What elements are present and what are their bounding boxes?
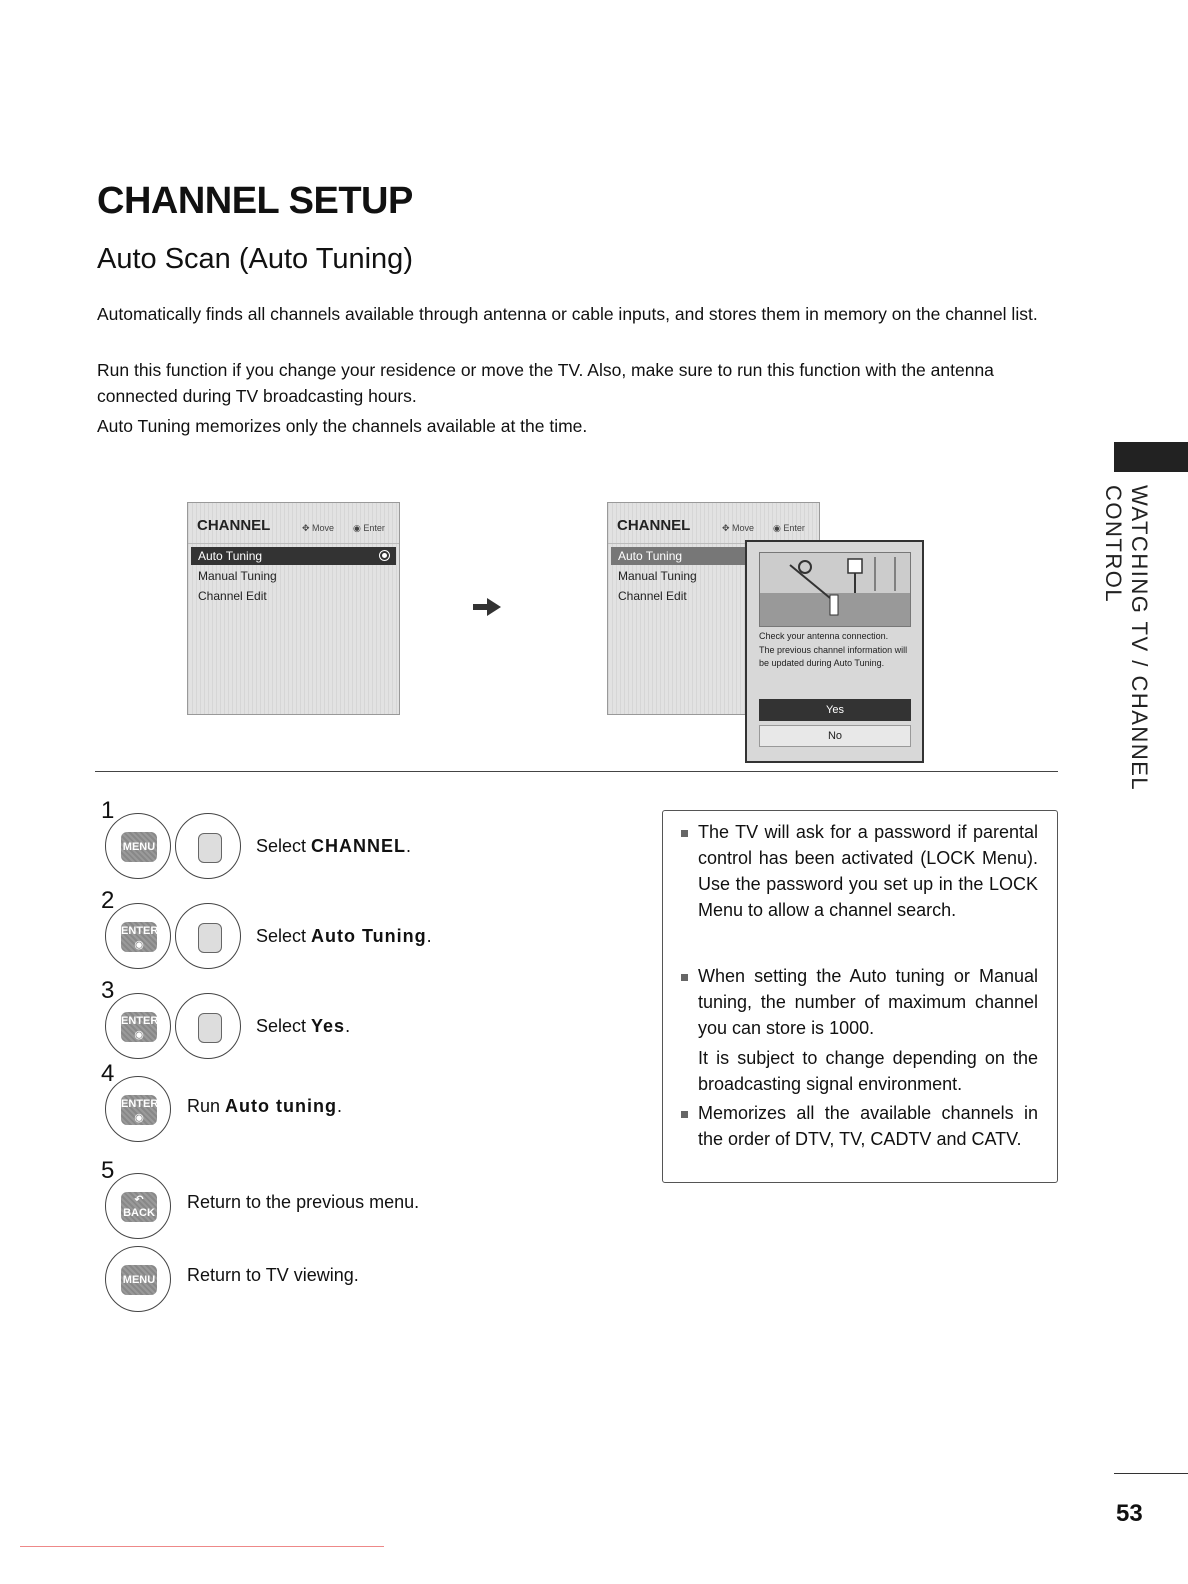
step-number: 4: [101, 1060, 115, 1087]
side-tab-marker: [1114, 442, 1188, 472]
menu-title: CHANNEL: [617, 517, 691, 534]
step-number: 5: [101, 1157, 115, 1184]
menu-key-icon: MENU: [105, 1246, 171, 1312]
step-number: 3: [101, 977, 115, 1004]
antenna-connection-illustration: [759, 552, 911, 627]
menu-header: [188, 503, 399, 544]
enter-hint: ◉ Enter: [773, 523, 805, 533]
step-5-text: Return to the previous menu.: [187, 1192, 420, 1212]
popup-message: Check your antenna connection. The previous channel information will be updated during Auto Tuning.: [759, 631, 908, 668]
enter-key-icon: ENTER ◉: [105, 993, 171, 1059]
enter-hint: ◉ Enter: [353, 523, 385, 533]
notes-box: [662, 810, 1058, 1183]
move-hint: ✥ Move: [722, 523, 755, 533]
channel-menu-screen-1: [187, 502, 400, 715]
menu-item-auto-tuning[interactable]: Auto Tuning: [191, 547, 396, 565]
note-max-channels: When setting the Auto tuning or Manual tuning, the number of maximum channel you can store is 1000.: [698, 966, 1038, 1038]
navigation-key-icon: [175, 813, 241, 879]
no-button[interactable]: No: [759, 725, 911, 747]
note-memorize-order: Memorizes all the available channels in the order of DTV, TV, CADTV and CATV.: [698, 1103, 1038, 1149]
menu-item-manual-tuning[interactable]: Manual Tuning: [618, 569, 697, 583]
menu-item-manual-tuning[interactable]: Manual Tuning: [198, 569, 277, 583]
step-6-text: Return to TV viewing.: [187, 1265, 359, 1285]
menu-key-icon: MENU: [105, 813, 171, 879]
menu-item-auto-tuning[interactable]: Auto Tuning: [611, 547, 816, 565]
step-number: 2: [101, 887, 115, 914]
note-subject-to-change: It is subject to change depending on the broadcasting signal environment.: [698, 1048, 1038, 1094]
bullet-icon: [681, 974, 688, 981]
yes-button[interactable]: Yes: [759, 699, 911, 721]
step-number: 1: [101, 797, 115, 824]
back-key-icon: ↶ BACK: [105, 1173, 171, 1239]
selected-radio-icon: [379, 550, 390, 561]
menu-item-channel-edit[interactable]: Channel Edit: [618, 589, 687, 603]
section-divider: [95, 771, 1058, 772]
navigation-key-icon: [175, 993, 241, 1059]
section-subtitle: Auto Scan (Auto Tuning): [97, 243, 413, 275]
intro-paragraph-3: Auto Tuning memorizes only the channels available at the time.: [97, 416, 588, 436]
menu-item-channel-edit[interactable]: Channel Edit: [198, 589, 267, 603]
step-3-text: Select Yes.: [256, 1016, 351, 1036]
step-4-text: Run Auto tuning.: [187, 1096, 343, 1116]
intro-paragraph-1: Automatically finds all channels available through antenna or cable inputs, and stores them in memory on the channel list.: [97, 304, 1038, 324]
auto-tuning-popup: [745, 540, 924, 763]
page-number: 53: [1116, 1500, 1143, 1527]
enter-key-icon: ENTER ◉: [105, 903, 171, 969]
navigation-key-icon: [175, 903, 241, 969]
intro-paragraph-2: Run this function if you change your residence or move the TV. Also, make sure to run this function with the antenna connected during TV broadcasting hours.: [97, 360, 994, 406]
page-title: CHANNEL SETUP: [97, 180, 413, 222]
step-2-text: Select Auto Tuning.: [256, 926, 432, 946]
page-number-rule: [1114, 1473, 1188, 1474]
menu-title: CHANNEL: [197, 517, 271, 534]
enter-key-icon: ENTER ◉: [105, 1076, 171, 1142]
step-1-text: Select CHANNEL.: [256, 836, 412, 856]
bullet-icon: [681, 1111, 688, 1118]
side-tab-label: WATCHING TV / CHANNEL CONTROL: [1101, 485, 1152, 791]
bullet-icon: [681, 830, 688, 837]
arrow-right-icon: [473, 598, 501, 616]
note-password: The TV will ask for a password if parental control has been activated (LOCK Menu). Use the password you set up in the LOCK Menu to allow a channel search.: [698, 822, 1038, 920]
menu-header: [608, 503, 819, 544]
move-hint: ✥ Move: [302, 523, 335, 533]
footer-line: [20, 1546, 384, 1547]
